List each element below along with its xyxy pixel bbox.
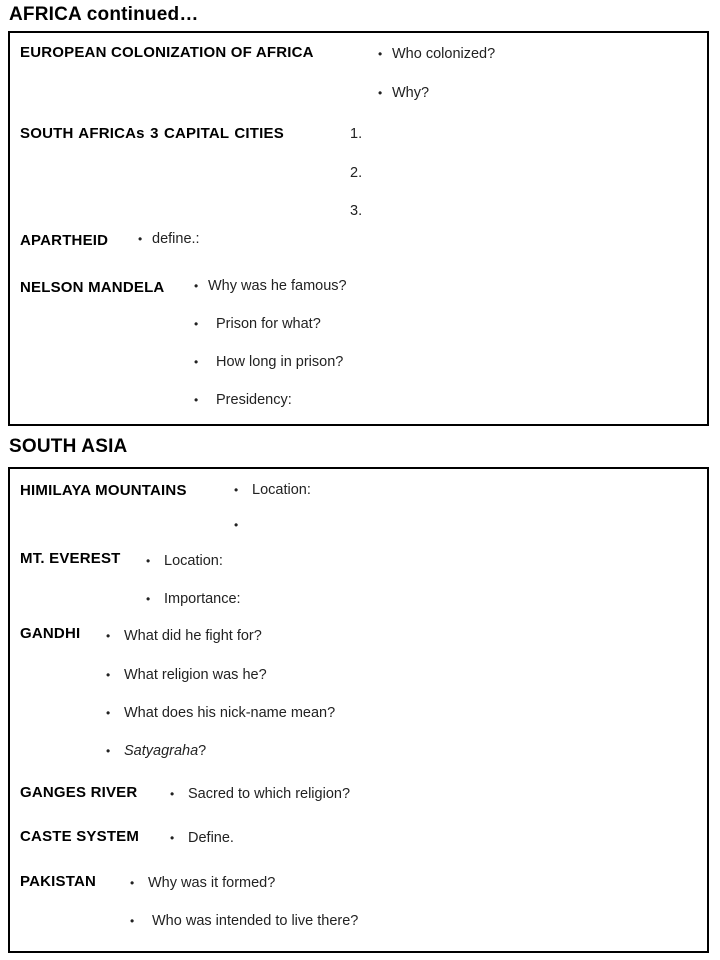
bullet-icon: •	[130, 876, 135, 890]
note-gandhi-fight: • What did he fight for?	[106, 628, 262, 644]
topic-term-caste: CASTE SYSTEM	[20, 828, 140, 845]
note-mandela-prison-length: • How long in prison?	[194, 354, 344, 370]
note-everest-importance: • Importance:	[146, 591, 241, 607]
note-why: • Why?	[378, 85, 430, 101]
section-title-africa: AFRICA continued…	[9, 4, 199, 25]
bullet-icon: •	[194, 355, 199, 369]
note-pakistan-who: • Who was intended to live there?	[130, 913, 359, 929]
topic-term-colonization: EUROPEAN COLONIZATION OF AFRICA	[20, 44, 314, 61]
topic-term-gandhi: GANDHI	[20, 625, 81, 642]
note-himilaya-location: • Location:	[234, 482, 311, 498]
section-title-south-asia: SOUTH ASIA	[9, 436, 128, 457]
africa-box	[8, 31, 709, 426]
note-capital-3: 3.	[350, 203, 363, 219]
note-capital-2: 2.	[350, 165, 363, 181]
bullet-icon: •	[106, 744, 111, 758]
topic-term-everest: MT. EVEREST	[20, 550, 121, 567]
note-mandela-prison-for: • Prison for what?	[194, 316, 321, 332]
bullet-icon: •	[170, 831, 175, 845]
bullet-icon: •	[378, 86, 383, 100]
topic-term-himilaya: HIMILAYA MOUNTAINS	[20, 482, 187, 499]
note-gandhi-satyagraha: • Satyagraha?	[106, 743, 207, 759]
topic-term-pakistan: PAKISTAN	[20, 873, 97, 890]
bullet-icon: •	[378, 47, 383, 61]
bullet-icon: •	[138, 232, 143, 246]
note-who-colonized: • Who colonized?	[378, 46, 496, 62]
topic-term-ganges: GANGES RIVER	[20, 784, 138, 801]
bullet-icon: •	[170, 787, 175, 801]
bullet-icon: •	[130, 914, 135, 928]
bullet-icon: •	[106, 706, 111, 720]
note-gandhi-nickname: • What does his nick-name mean?	[106, 705, 336, 721]
topic-term-apartheid: APARTHEID	[20, 232, 109, 249]
bullet-icon: •	[234, 518, 239, 532]
note-capital-1: 1.	[350, 126, 363, 142]
bullet-icon: •	[194, 393, 199, 407]
note-everest-location: • Location:	[146, 553, 223, 569]
note-caste-define: • Define.	[170, 830, 234, 846]
note-pakistan-formed: • Why was it formed?	[130, 875, 276, 891]
topic-term-capital-cities: SOUTH AFRICAs 3 CAPITAL CITIES	[20, 125, 284, 142]
bullet-icon: •	[106, 629, 111, 643]
note-define-apartheid: • define.:	[138, 231, 200, 247]
topic-term-mandela: NELSON MANDELA	[20, 279, 165, 296]
note-mandela-famous: • Why was he famous?	[194, 278, 347, 294]
note-ganges-religion: • Sacred to which religion?	[170, 786, 351, 802]
bullet-icon: •	[146, 554, 151, 568]
satyagraha-term: Satyagraha	[124, 743, 199, 759]
note-himilaya-empty	[234, 517, 248, 533]
bullet-icon: •	[146, 592, 151, 606]
bullet-icon: •	[194, 279, 199, 293]
note-gandhi-religion: • What religion was he?	[106, 667, 267, 683]
bullet-icon: •	[106, 668, 111, 682]
bullet-icon: •	[194, 317, 199, 331]
bullet-icon: •	[234, 483, 239, 497]
note-mandela-presidency: • Presidency:	[194, 392, 292, 408]
